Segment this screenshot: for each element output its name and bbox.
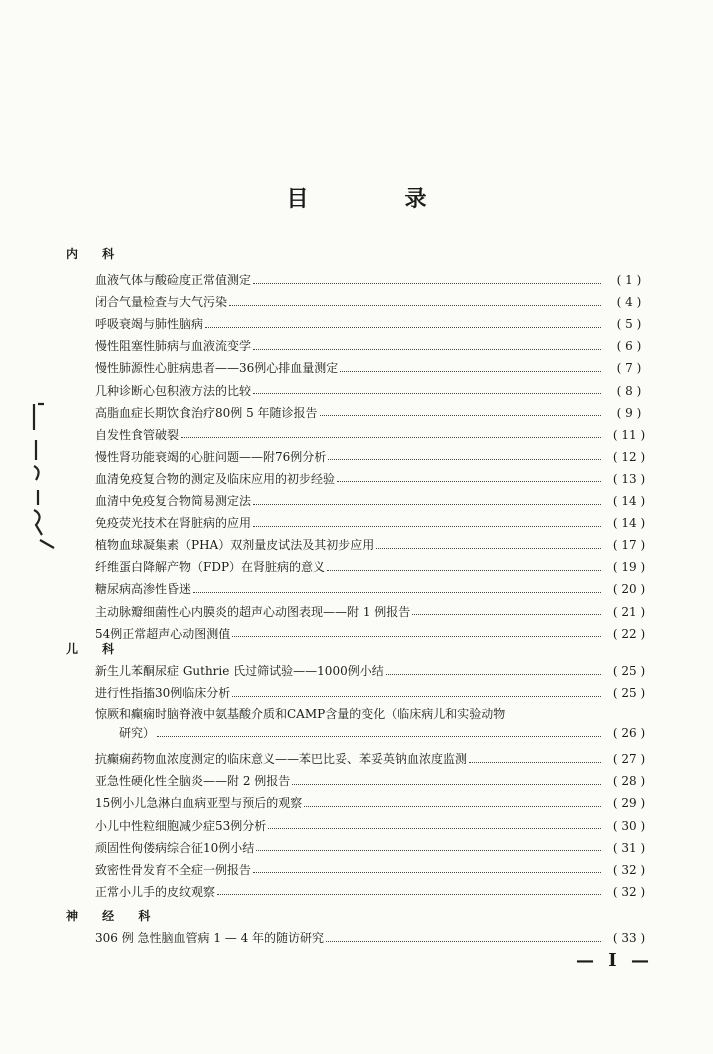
- toc-entry[interactable]: [95, 446, 655, 468]
- toc-entry-title-continued: 研究）: [119, 726, 156, 741]
- toc-entry-title: 亚急性硬化性全脑炎——附 2 例报告: [95, 774, 291, 789]
- toc-entry-page: ( 4 ): [616, 295, 642, 310]
- toc-entry-title: 血清中免疫复合物简易测定法: [95, 494, 252, 508]
- dot-leader: [386, 674, 601, 675]
- dot-leader: [229, 305, 601, 306]
- dot-leader: [304, 806, 601, 807]
- toc-entry-page: ( 29 ): [612, 796, 646, 811]
- dot-leader: [376, 548, 601, 549]
- dot-leader: [157, 736, 601, 737]
- page-title-char-1: 目: [286, 186, 309, 212]
- toc-entry-title: 免疫荧光技术在肾脏病的应用: [95, 516, 252, 531]
- toc-entry-page: ( 27 ): [612, 752, 646, 767]
- dot-leader: [412, 614, 601, 615]
- toc-entry[interactable]: [95, 424, 655, 446]
- toc-entry[interactable]: [95, 468, 655, 490]
- dot-leader: [232, 636, 601, 637]
- page-title: [0, 182, 713, 213]
- dot-leader: [253, 393, 601, 394]
- dot-leader: [253, 504, 601, 505]
- toc-entry-page: ( 9 ): [616, 405, 642, 420]
- toc-entry-page: ( 26 ): [612, 726, 646, 741]
- dot-leader: [217, 894, 601, 895]
- page-number-footer: — I —: [576, 950, 653, 971]
- toc-entry-title: 306 例 急性脑血管病 1 — 4 年的随访研究: [95, 931, 325, 945]
- dot-leader: [268, 828, 601, 829]
- dot-leader: [253, 526, 601, 527]
- toc-entry-title: 新生儿苯酮尿症 Guthrie 氏过筛试验——1000例小结: [95, 664, 384, 678]
- toc-entry[interactable]: [95, 357, 655, 379]
- toc-entry[interactable]: [95, 291, 655, 313]
- dot-leader: [253, 349, 601, 350]
- toc-entry[interactable]: [95, 578, 655, 600]
- toc-entry-title: 小儿中性粒细胞减少症53例分析: [95, 818, 267, 833]
- toc-entry[interactable]: [95, 402, 655, 424]
- toc-entry-title: 糖尿病高渗性昏迷: [95, 582, 192, 597]
- toc-entry[interactable]: [95, 556, 655, 578]
- dot-leader: [232, 696, 601, 697]
- dot-leader: [292, 784, 601, 785]
- toc-entry[interactable]: [95, 770, 655, 792]
- dot-leader: [256, 850, 601, 851]
- dot-leader: [181, 437, 601, 438]
- toc-entry-page: ( 14 ): [612, 516, 646, 531]
- toc-entry-title: 血液气体与酸硷度正常值测定: [95, 273, 252, 287]
- toc-entry[interactable]: [95, 927, 655, 949]
- toc-entry-title: 抗癫痫药物血浓度测定的临床意义——苯巴比妥、苯妥英钠血浓度监测: [95, 752, 468, 767]
- toc-entry[interactable]: [95, 792, 655, 814]
- dot-leader: [337, 481, 601, 482]
- toc-entry-page: ( 33 ): [612, 931, 646, 945]
- toc-entry-title: 植物血球凝集素（PHA）双剂量皮试法及其初步应用: [95, 538, 375, 553]
- dot-leader: [328, 459, 601, 460]
- section-heading: 儿 科: [66, 642, 125, 656]
- toc-entry[interactable]: [95, 660, 655, 682]
- toc-entry-title: 正常小儿手的皮纹观察: [95, 884, 216, 899]
- toc-entry-title: 主动脉瓣细菌性心内膜炎的超声心动图表现——附 1 例报告: [95, 604, 411, 619]
- toc-entry-title: 慢性肾功能衰竭的心脏问题——附76例分析: [95, 449, 327, 464]
- dot-leader: [320, 415, 601, 416]
- toc-entry-page: ( 21 ): [612, 604, 646, 619]
- toc-entry-page: ( 8 ): [616, 383, 642, 398]
- toc-entry-title: 纤维蛋白降解产物（FDP）在肾脏病的意义: [95, 560, 326, 575]
- section-heading: 神 经 科: [66, 909, 161, 923]
- dot-leader: [469, 762, 601, 763]
- toc-entry-page: ( 6 ): [616, 339, 642, 354]
- side-stamp-mark: [30, 400, 60, 550]
- toc-entry-title: 血清免疫复合物的测定及临床应用的初步经验: [95, 471, 336, 486]
- toc-entry-title: 闭合气量检查与大气污染: [95, 295, 228, 310]
- section-heading: 内 科: [66, 247, 125, 261]
- toc-entry[interactable]: [95, 682, 655, 704]
- toc-entry-page: ( 20 ): [612, 582, 646, 597]
- dot-leader: [326, 941, 601, 942]
- toc-entry[interactable]: [95, 815, 655, 837]
- toc-entry-page: ( 17 ): [612, 538, 646, 553]
- toc-entry[interactable]: [95, 269, 655, 291]
- dot-leader: [340, 371, 601, 372]
- toc-entry[interactable]: [95, 335, 655, 357]
- toc-entry[interactable]: [95, 512, 655, 534]
- toc-entry[interactable]: [95, 380, 655, 402]
- toc-entry-page: ( 1 ): [616, 273, 642, 287]
- toc-entry-page: ( 12 ): [612, 449, 646, 464]
- dot-leader: [253, 283, 601, 284]
- toc-entry-page: ( 28 ): [612, 774, 646, 789]
- toc-entry-title: 顽固性佝偻病综合征10例小结: [95, 840, 255, 855]
- toc-entry-title: 慢性阻塞性肺病与血液流变学: [95, 339, 252, 354]
- toc-entry-page: ( 13 ): [612, 471, 646, 486]
- dot-leader: [205, 327, 601, 328]
- toc-entry-title: 致密性骨发育不全症一例报告: [95, 862, 252, 877]
- toc-entry[interactable]: [95, 534, 655, 556]
- toc-entry-page: ( 22 ): [612, 626, 646, 641]
- dot-leader: [327, 570, 601, 571]
- toc-entry-title: 54例正常超声心动图测值: [95, 626, 231, 641]
- toc-entry-title: 进行性指搐30例临床分析: [95, 686, 231, 701]
- toc-entry-title: 高脂血症长期饮食治疗80例 5 年随诊报告: [95, 405, 318, 420]
- toc-entry-page: ( 14 ): [612, 494, 646, 508]
- toc-entry[interactable]: [95, 704, 655, 744]
- toc-entry-page: ( 25 ): [612, 664, 646, 678]
- toc-entry-title: 15例小儿急淋白血病亚型与预后的观察: [95, 796, 303, 811]
- dot-leader: [193, 592, 601, 593]
- toc-entry[interactable]: [95, 313, 655, 335]
- toc-entry[interactable]: [95, 601, 655, 623]
- toc-entry[interactable]: [95, 881, 655, 903]
- toc-entry-page: ( 32 ): [612, 884, 646, 899]
- toc-entry-page: ( 7 ): [616, 361, 642, 376]
- toc-entry[interactable]: [95, 490, 655, 512]
- toc-entry[interactable]: [95, 748, 655, 770]
- page-title-char-2: 录: [404, 186, 427, 212]
- toc-entry-page: ( 11 ): [612, 427, 646, 442]
- toc-entry-title: 几种诊断心包积液方法的比较: [95, 383, 252, 398]
- toc-entry-title: 慢性肺源性心脏病患者——36例心排血量测定: [95, 361, 339, 376]
- toc-entry[interactable]: [95, 859, 655, 881]
- toc-entry-page: ( 25 ): [612, 686, 646, 701]
- dot-leader: [253, 872, 601, 873]
- toc-entry[interactable]: [95, 623, 655, 645]
- toc-entry-title: 自发性食管破裂: [95, 427, 180, 442]
- toc-entry-page: ( 19 ): [612, 560, 646, 575]
- toc-entry-page: ( 30 ): [612, 818, 646, 833]
- toc-entry-page: ( 31 ): [612, 840, 646, 855]
- toc-entry-title: 惊厥和癫痫时脑脊液中氨基酸介质和CAMP含量的变化（临床病儿和实验动物: [95, 707, 506, 722]
- toc-entry-page: ( 32 ): [612, 862, 646, 877]
- toc-entry-page: ( 5 ): [616, 317, 642, 332]
- toc-entry-title: 呼吸衰竭与肺性脑病: [95, 317, 204, 332]
- toc-entry[interactable]: [95, 837, 655, 859]
